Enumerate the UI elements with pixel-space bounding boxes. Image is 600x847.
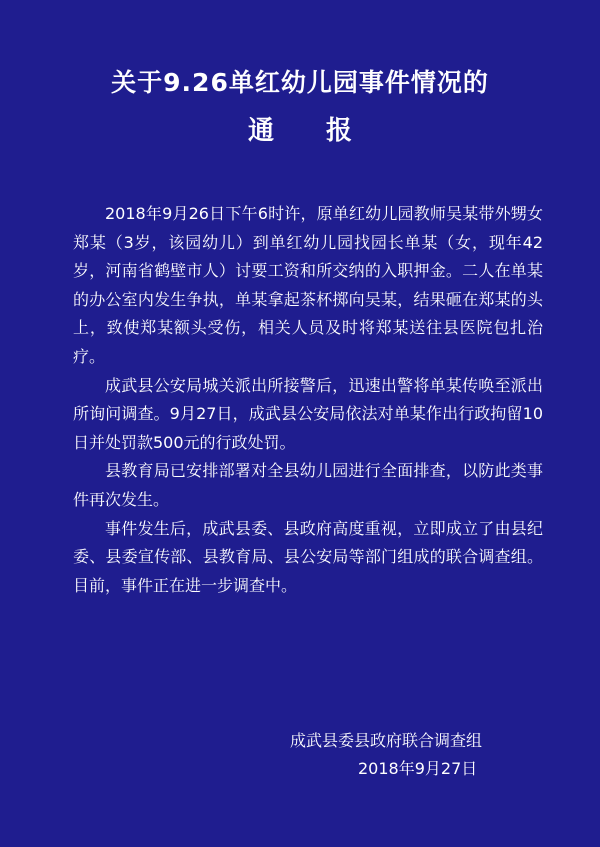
title-line-2: [0, 114, 600, 148]
notice-body: [73, 200, 543, 600]
title-char-bao: 报: [326, 116, 353, 146]
paragraph-investigation: 事件发生后，成武县委、县政府高度重视，立即成立了由县纪委、县委宣传部、县教育局、县公安局等部门组成的联合调查组。目前，事件正在进一步调查中。: [73, 518, 543, 595]
paragraph-police: 成武县公安局城关派出所接警后，迅速出警将单某传唤至派出所询问调查。9月27日，成武县公安局依法对单某作出行政拘留10日并处罚款500元的行政处罚。: [73, 375, 543, 452]
signature-block: [290, 727, 540, 783]
notice-title: [0, 66, 600, 148]
signature-organization: 成武县委县政府联合调查组: [290, 731, 483, 750]
paragraph-incident: 2018年9月26日下午6时许，原单红幼儿园教师吴某带外甥女郑某（3岁，该园幼儿）到单红幼儿园找园长单某（女，现年42岁，河南省鹤壁市人）讨要工资和所交纳的入职押金。二人在单某的办公室内发生争执，单某拿起茶杯掷向吴某，结果砸在郑某的头上，致使郑某额头受伤，相关人员及时将郑某送往县医院包扎治疗。: [73, 204, 543, 366]
title-line-1: 关于9.26单红幼儿园事件情况的: [111, 68, 489, 97]
paragraph-education: 县教育局已安排部署对全县幼儿园进行全面排查，以防此类事件再次发生。: [73, 461, 543, 509]
title-char-tong: 通: [247, 116, 274, 146]
signature-date: 2018年9月27日: [358, 759, 478, 778]
